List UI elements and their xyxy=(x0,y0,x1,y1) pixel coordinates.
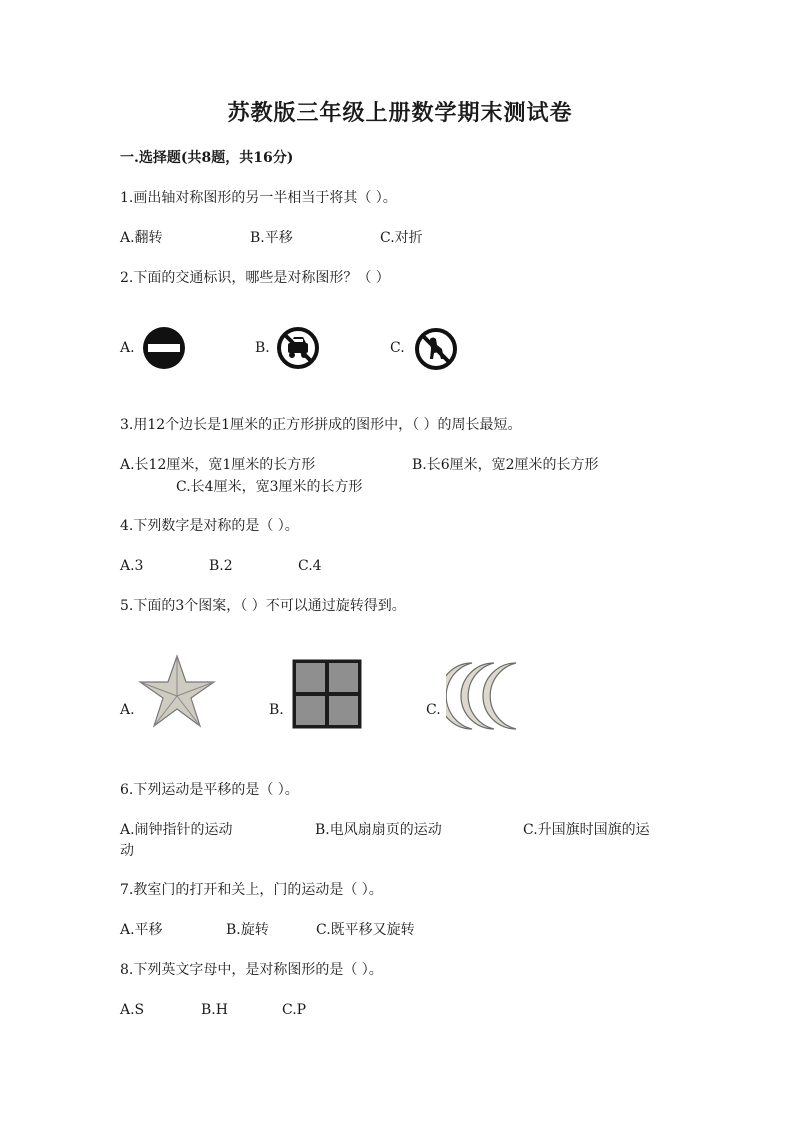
q1-option-c[interactable]: C.对折 xyxy=(380,230,423,246)
section-heading: 一.选择题(共8题，共16分) xyxy=(120,150,294,166)
q6-option-c[interactable]: C.升国旗时国旗的运 xyxy=(523,822,650,838)
q7-option-c[interactable]: C.既平移又旋转 xyxy=(316,922,415,938)
q2-option-a[interactable]: A. xyxy=(120,340,135,356)
page-title: 苏教版三年级上册数学期末测试卷 xyxy=(227,100,573,126)
question-8: 8.下列英文字母中，是对称图形的是（ ）。 xyxy=(120,962,383,978)
four-squares-icon xyxy=(291,658,363,730)
no-dogs-sign-icon xyxy=(414,327,458,371)
q6-option-a[interactable]: A.闹钟指针的运动 xyxy=(120,822,233,838)
no-entry-sign-icon xyxy=(142,326,186,370)
q7-option-a[interactable]: A.平移 xyxy=(120,922,163,938)
q3-option-a[interactable]: A.长12厘米，宽1厘米的长方形 xyxy=(120,457,316,473)
q3-option-c[interactable]: C.长4厘米，宽3厘米的长方形 xyxy=(176,479,363,495)
q4-option-c[interactable]: C.4 xyxy=(298,558,322,574)
question-3: 3.用12个边长是1厘米的正方形拼成的图形中，（ ）的周长最短。 xyxy=(120,417,522,433)
question-4: 4.下列数字是对称的是（ ）。 xyxy=(120,518,299,534)
q5-option-a[interactable]: A. xyxy=(120,702,135,718)
q2-option-b[interactable]: B. xyxy=(255,340,270,356)
q3-option-b[interactable]: B.长6厘米，宽2厘米的长方形 xyxy=(412,457,599,473)
no-cars-sign-icon xyxy=(276,326,320,370)
q8-option-b[interactable]: B.H xyxy=(201,1002,228,1018)
q4-option-a[interactable]: A.3 xyxy=(120,558,144,574)
question-5: 5.下面的3个图案，（ ）不可以通过旋转得到。 xyxy=(120,598,406,614)
question-7: 7.教室门的打开和关上，门的运动是（ ）。 xyxy=(120,882,383,898)
q1-option-a[interactable]: A.翻转 xyxy=(120,230,163,246)
q6-option-c-continued: 动 xyxy=(120,843,134,859)
q7-option-b[interactable]: B.旋转 xyxy=(226,922,269,938)
q8-option-c[interactable]: C.P xyxy=(282,1002,307,1018)
q6-option-b[interactable]: B.电风扇扇页的运动 xyxy=(315,822,442,838)
q5-option-c[interactable]: C. xyxy=(426,702,441,718)
star-icon xyxy=(138,654,216,728)
q4-option-b[interactable]: B.2 xyxy=(209,558,233,574)
q5-option-b[interactable]: B. xyxy=(269,702,284,718)
q8-option-a[interactable]: A.S xyxy=(120,1002,145,1018)
question-1: 1.画出轴对称图形的另一半相当于将其（ ）。 xyxy=(120,190,397,206)
q2-option-c[interactable]: C. xyxy=(390,340,405,356)
question-2: 2.下面的交通标识，哪些是对称图形？（ ） xyxy=(120,270,390,286)
crescents-icon xyxy=(446,660,530,732)
q1-option-b[interactable]: B.平移 xyxy=(250,230,293,246)
question-6: 6.下列运动是平移的是（ ）。 xyxy=(120,782,299,798)
